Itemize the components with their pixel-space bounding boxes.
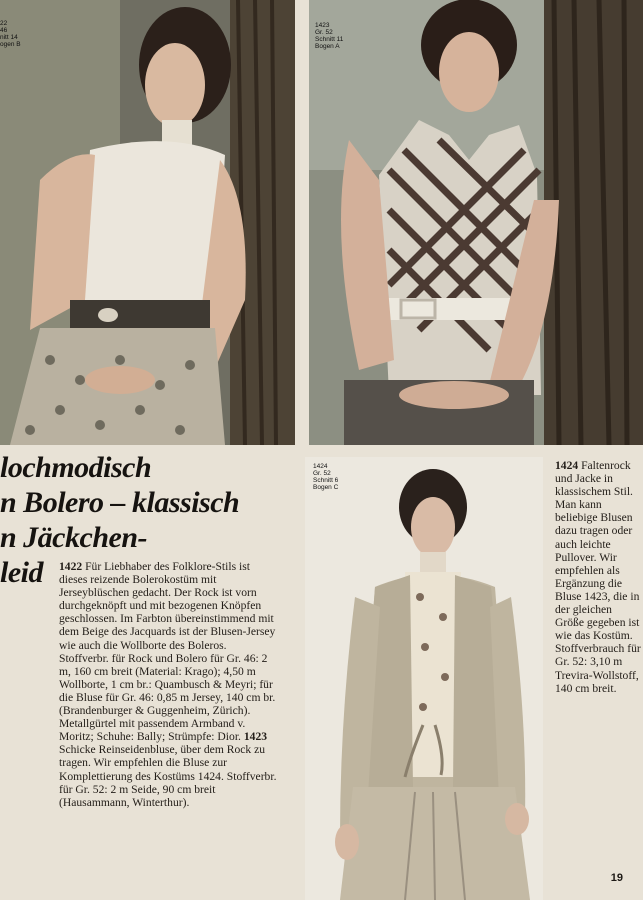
photo-1423-image (309, 0, 643, 445)
photo-1424 (305, 457, 543, 900)
page-number: 19 (610, 872, 623, 884)
photo-1422-image (0, 0, 295, 445)
description-1424: Faltenrock und Jacke in klassischem Stil. Man kann beliebige Blusen dazu tragen oder auch leichte Pullover. Wir empfehlen als Ergänzung die Bluse 1423, die in der gleichen Größe gegeben ist wie das Kostüm. Stoffverbrauch für Gr. 52: 3,10 m Trevira-Wollstoff, 140 cm breit. (555, 459, 641, 695)
model-number-1422: 1422 (59, 560, 83, 573)
photo-1423 (309, 0, 643, 445)
headline-line-2: n Bolero – klassisch (0, 486, 240, 519)
description-1423: Schicke Reinseidenbluse, über dem Rock zu tragen. Wir empfehlen die Bluse zur Komplettierung des Kostüms 1424. Stoffverbr. für Gr. 52: 2 m Seide, 90 cm breit (Hausammann, Winterthur). (59, 743, 277, 809)
model-number-1424: 1424 (555, 459, 579, 472)
photo-1424-image (305, 457, 543, 900)
headline-line-3: n Jäckchen- (0, 521, 147, 554)
description-1422: Für Liebhaber des Folklore-Stils ist dieses reizende Bolerokostüm mit Jerseyblüschen gedacht. Der Rock ist vorn durchgeknöpft und mit bezogenen Knöpfen geschlossen. Im Farbton übereinstimmend mit dem Beige des Jacquards ist der Blusen-Jersey wie auch die Wollborte des Boleros. Stoffverbr. für Rock und Bolero für Gr. 46: 2 m, 160 cm breit (Material: Krago); 4,50 m Wollborte, 1 cm br.: Quambusch & Meyri; für die Bluse für Gr. 46: 0,85 m Jersey, 140 cm br. (Brandenburger & Guggenheim, Zürich). Metallgürtel mit passendem Armband v. Moritz; Schuhe: Bally; Strümpfe: Dior. (59, 560, 276, 744)
pattern-tag-1423: 1423 Gr. 52 Schnitt 11 Bogen A (315, 22, 344, 50)
pattern-tag-1422: 22 46 nitt 14 ogen B (0, 20, 21, 48)
headline-line-4: leid (0, 556, 43, 589)
model-number-1423: 1423 (243, 730, 268, 744)
article-text-1424 (555, 459, 641, 695)
article-text-1422-1423 (59, 560, 277, 809)
pattern-tag-1424: 1424 Gr. 52 Schnitt 6 Bogen C (313, 463, 339, 491)
photo-1422 (0, 0, 295, 445)
headline-line-1: lochmodisch (0, 451, 152, 484)
